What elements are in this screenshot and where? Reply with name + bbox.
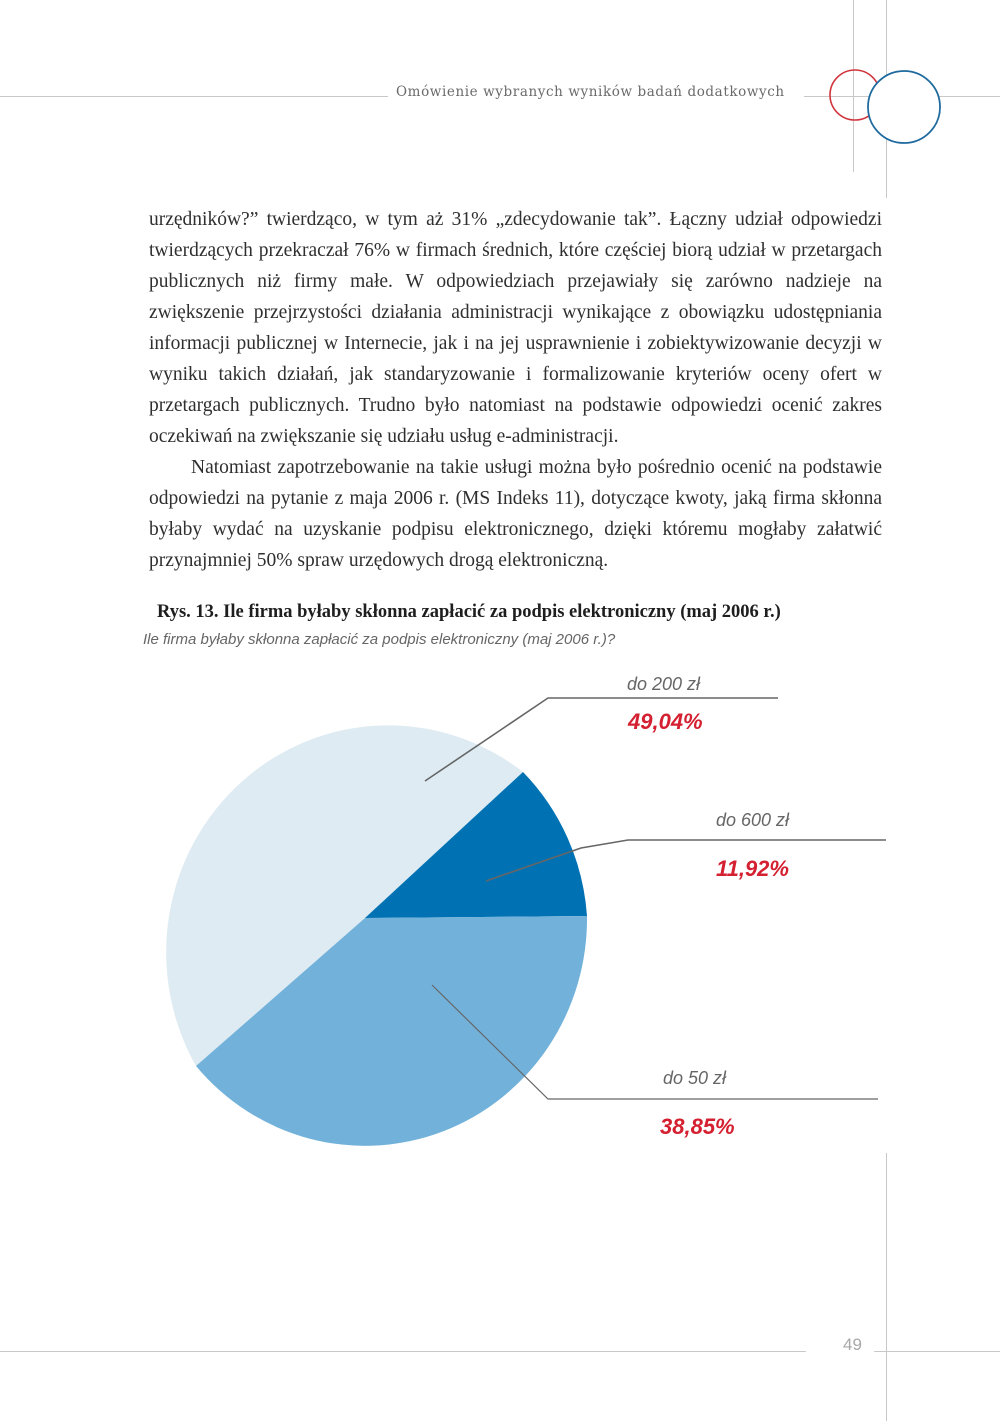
footer-vertical-rule <box>886 1153 887 1421</box>
paragraph-2: Natomiast zapotrzebowanie na takie usługi można było pośrednio ocenić na podstawie odpowiedzi na pytanie z maja 2006 r. (MS Indeks 11), dotyczące kwoty, jaką firma skłonna byłaby wydać na uzyskanie podpisu elektronicznego, dzięki któremu mogłaby załatwić przynajmniej 50% spraw urzędowych drogą elektroniczną. <box>149 457 882 571</box>
footer-rule-left <box>0 1351 806 1352</box>
slice-label-do-200: do 200 zł <box>627 674 701 694</box>
chart-title: Ile firma byłaby skłonna zapłacić za podpis elektroniczny (maj 2006 r.)? <box>143 631 616 648</box>
slice-value-do-200: 49,04% <box>628 709 703 734</box>
slice-value-do-50: 38,85% <box>660 1114 735 1139</box>
figure-caption: Rys. 13. Ile firma byłaby skłonna zapłacić za podpis elektroniczny (maj 2006 r.) <box>157 602 781 622</box>
paragraph-1: urzędników?” twierdząco, w tym aż 31% „zdecydowanie tak”. Łączny udział odpowiedzi twierdzących przekraczał 76% w firmach średnich, które częściej biorą udział w przetargach publicznych niż firmy małe. W odpowiedziach przejawiały się zarówno nadzieje na zwiększenie przejrzystości działania administracji wynikające z obowiązku udostępniania informacji publicznej w Internecie, jak i na jej usprawnienie i zobiektywizowanie decyzji w wyniku takich działań, jak standaryzowanie i formalizowanie kryteriów oceny ofert w przetargach publicznych. Trudno było natomiast na podstawie odpowiedzi ocenić zakres oczekiwań na zwiększanie się udziału usług e-administracji. <box>149 209 882 447</box>
page-number: 49 <box>843 1335 862 1354</box>
footer-rule-right <box>874 1351 1000 1352</box>
slice-value-do-600: 11,92% <box>716 856 789 881</box>
slice-label-do-50: do 50 zł <box>663 1068 727 1088</box>
running-head: Omówienie wybranych wyników badań dodatkowych <box>396 84 785 100</box>
slice-label-do-600: do 600 zł <box>716 810 790 830</box>
